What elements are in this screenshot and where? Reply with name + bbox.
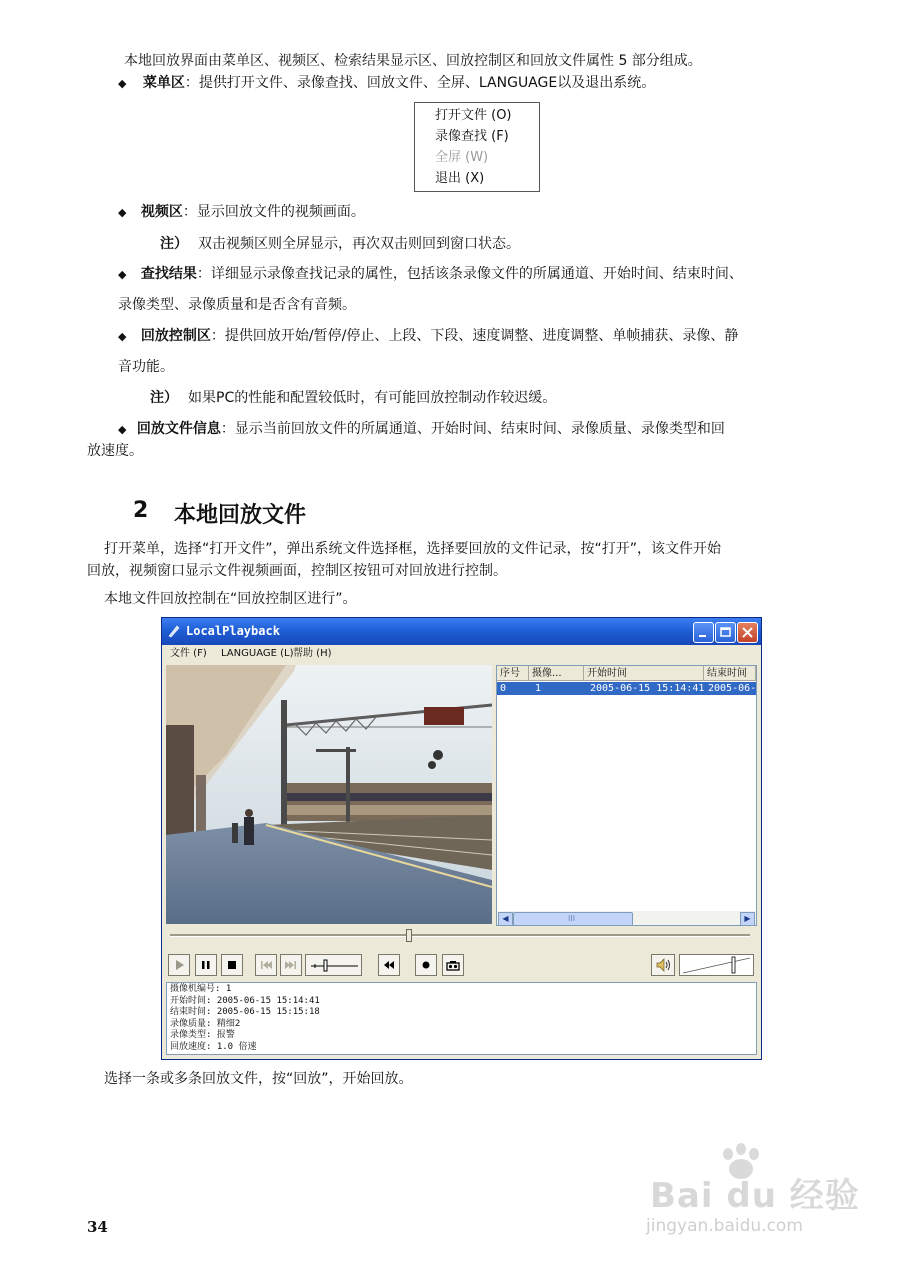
- section-paragraph-2: 本地文件回放控制在“回放控制区进行”。: [104, 591, 357, 607]
- closing-paragraph: 选择一条或多条回放文件，按“回放”，开始回放。: [104, 1071, 413, 1087]
- video-frame-image: [166, 665, 492, 924]
- note-2: [150, 389, 556, 407]
- info-quality: 录像质量: 精细2: [170, 1018, 241, 1029]
- scroll-left-icon[interactable]: ◀: [498, 912, 513, 926]
- camera-icon: [443, 955, 463, 975]
- rewind-icon: [379, 955, 399, 975]
- bullet-diamond-icon: ◆: [118, 268, 127, 281]
- info-playback-speed: 回放速度: 1.0 倍速: [170, 1041, 257, 1052]
- app-icon: [167, 624, 181, 638]
- cell-start-time: 2005-06-15 15:14:41: [590, 683, 705, 694]
- playback-progress-thumb[interactable]: [406, 929, 412, 942]
- bullet-text: ：提供打开文件、录像查找、回放文件、全屏、LANGUAGE以及退出系统。: [184, 75, 656, 91]
- playback-progress-track[interactable]: [170, 934, 750, 937]
- snapshot-button[interactable]: [442, 954, 464, 976]
- note-text: 双击视频区则全屏显示，再次双击则回到窗口状态。: [198, 236, 520, 252]
- volume-ramp-icon: [680, 955, 753, 975]
- menu-help[interactable]: 帮助 (H): [293, 648, 332, 659]
- note-text: 如果PC的性能和配置较低时，有可能回放控制动作较迟缓。: [188, 390, 557, 406]
- bullet-diamond-icon: ◆: [118, 77, 127, 90]
- bullet-playback-control-cont: 音功能。: [118, 359, 174, 375]
- skip-back-icon: [256, 955, 276, 975]
- bullet-term: 回放控制区: [140, 328, 211, 344]
- bullet-text: ：详细显示录像查找记录的属性，包括该条录像文件的所属通道、开始时间、结束时间、: [196, 266, 743, 282]
- record-button[interactable]: [415, 954, 437, 976]
- watermark-url: jingyan.baidu.com: [646, 1216, 803, 1236]
- note-label: 注）: [160, 236, 188, 252]
- menu-item-fullscreen: 全屏 (W): [435, 150, 489, 165]
- menu-language[interactable]: LANGUAGE (L): [221, 648, 294, 659]
- column-header-index[interactable]: 序号: [497, 666, 529, 681]
- volume-slider[interactable]: [679, 954, 754, 976]
- list-horizontal-scrollbar[interactable]: [497, 911, 756, 925]
- pause-icon: [196, 955, 216, 975]
- page-number: 34: [87, 1218, 108, 1236]
- watermark-text: Bai du 经验: [650, 1176, 860, 1216]
- bullet-file-info: [118, 420, 725, 439]
- minimize-icon: [694, 623, 713, 642]
- bullet-term: 视频区: [140, 204, 183, 220]
- play-icon: [169, 955, 189, 975]
- scroll-right-icon[interactable]: ▶: [740, 912, 755, 926]
- section-paragraph-line2: 回放，视频窗口显示文件视频画面，控制区按钮可对回放进行控制。: [87, 563, 507, 579]
- info-record-type: 录像类型: 报警: [170, 1030, 235, 1040]
- skip-forward-icon: [281, 955, 301, 975]
- bullet-video: [118, 203, 365, 222]
- bullet-playback-control: [118, 327, 738, 346]
- window-menubar: [162, 645, 761, 663]
- bullet-term: 回放文件信息: [136, 421, 221, 437]
- window-titlebar: [162, 618, 761, 645]
- minimize-button[interactable]: [693, 622, 714, 643]
- search-result-list[interactable]: [496, 665, 757, 926]
- section-paragraph-line1: 打开菜单，选择“打开文件”，弹出系统文件选择框，选择要回放的文件记录，按“打开”，该文件开始: [104, 541, 722, 557]
- speed-slider[interactable]: [305, 954, 362, 976]
- mute-button[interactable]: [651, 954, 675, 976]
- menu-file[interactable]: 文件 (F): [170, 648, 207, 659]
- bullet-search-result: [118, 265, 743, 284]
- bullet-text: ：提供回放开始/暂停/停止、上段、下段、速度调整、进度调整、单帧捕获、录像、静: [210, 328, 739, 344]
- scroll-thumb[interactable]: [513, 912, 633, 926]
- bullet-menu: [118, 74, 655, 93]
- section-title: 本地回放文件: [174, 503, 307, 528]
- info-camera-number: 摄像机编号: 1: [170, 984, 232, 994]
- info-end-time: 结束时间: 2005-06-15 15:15:18: [170, 1007, 320, 1017]
- maximize-icon: [716, 623, 735, 642]
- maximize-button[interactable]: [715, 622, 736, 643]
- info-start-time: 开始时间: 2005-06-15 15:14:41: [170, 995, 320, 1006]
- bullet-diamond-icon: ◆: [118, 330, 127, 343]
- bullet-search-result-cont: 录像类型、录像质量和是否含有音频。: [118, 297, 356, 313]
- bullet-diamond-icon: ◆: [118, 206, 127, 219]
- bullet-term: 菜单区: [142, 75, 185, 91]
- menu-item-exit: 退出 (X): [435, 171, 485, 186]
- scroll-grip-icon: III: [568, 914, 576, 923]
- bullet-diamond-icon: ◆: [118, 423, 127, 436]
- next-segment-button[interactable]: [280, 954, 302, 976]
- intro-paragraph: 本地回放界面由菜单区、视频区、检索结果显示区、回放控制区和回放文件属性 5 部分组成。: [124, 53, 702, 69]
- cell-index: 0: [500, 683, 507, 694]
- localplayback-window: [161, 617, 762, 1060]
- speed-slider-icon: [306, 955, 363, 977]
- bullet-term: 查找结果: [140, 266, 197, 282]
- file-menu-popup: [414, 102, 540, 192]
- stop-button[interactable]: [221, 954, 243, 976]
- column-header-end-time[interactable]: 结束时间: [704, 666, 756, 681]
- window-title: LocalPlayback: [186, 624, 280, 638]
- stop-icon: [222, 955, 242, 975]
- column-header-start-time[interactable]: 开始时间: [584, 666, 704, 681]
- pause-button[interactable]: [195, 954, 217, 976]
- playback-file-info: [166, 982, 757, 1055]
- cell-camera: 1: [535, 683, 542, 694]
- note-label: 注）: [150, 390, 178, 406]
- bullet-text: ：显示当前回放文件的所属通道、开始时间、结束时间、录像质量、录像类型和回: [220, 421, 725, 437]
- column-header-camera[interactable]: 摄像...: [529, 666, 584, 681]
- record-icon: [416, 955, 436, 975]
- menu-item-open-file: 打开文件 (O): [435, 108, 512, 123]
- rewind-button[interactable]: [378, 954, 400, 976]
- play-button[interactable]: [168, 954, 190, 976]
- speaker-icon: [652, 955, 674, 975]
- cell-end-time: 2005-06-: [708, 683, 757, 694]
- close-icon: [738, 623, 757, 642]
- bullet-text: ：显示回放文件的视频画面。: [182, 204, 365, 220]
- table-row[interactable]: [497, 682, 756, 695]
- bullet-file-info-cont: 放速度。: [87, 443, 143, 459]
- previous-segment-button[interactable]: [255, 954, 277, 976]
- section-number: 2: [133, 498, 149, 523]
- note-1: [160, 235, 520, 253]
- video-display[interactable]: [166, 665, 492, 924]
- menu-item-search-record: 录像查找 (F): [435, 129, 509, 144]
- close-button[interactable]: [737, 622, 758, 643]
